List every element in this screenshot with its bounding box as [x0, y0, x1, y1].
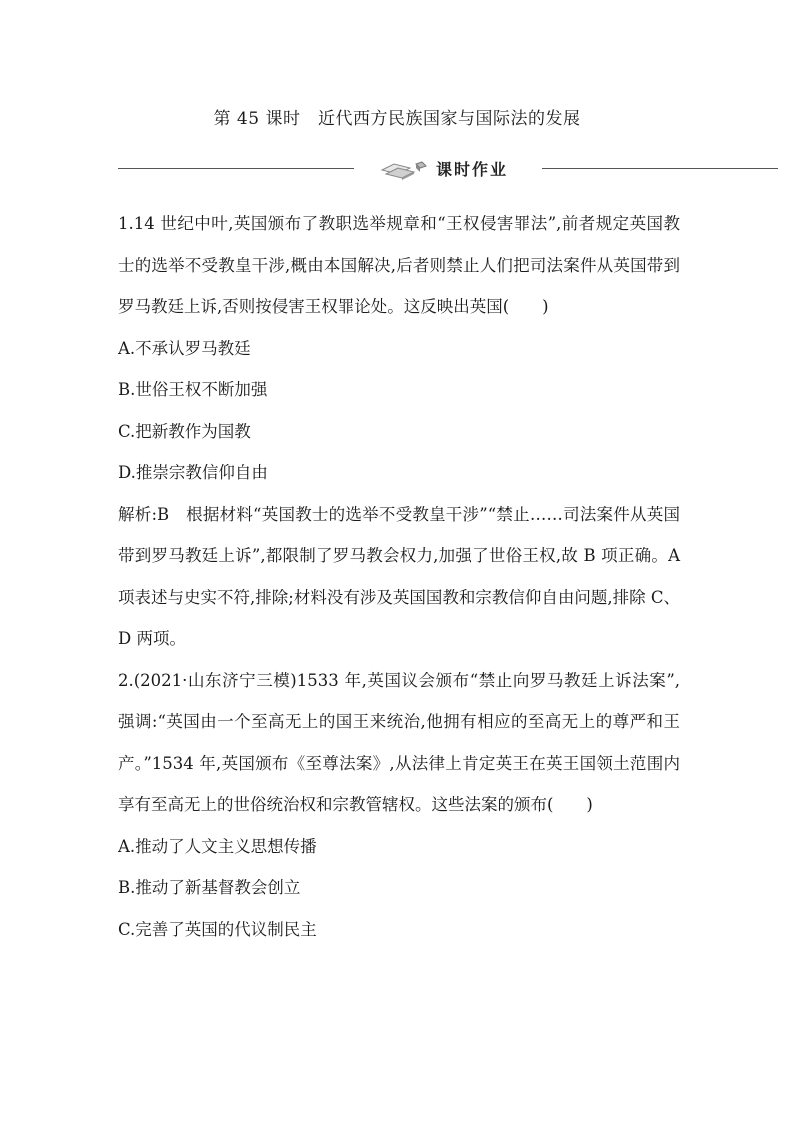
- section-header: [118, 156, 778, 184]
- question-1-option-c: C.把新教作为国教: [118, 421, 251, 441]
- page-title: 第 45 课时 近代西方民族国家与国际法的发展: [213, 109, 581, 129]
- question-1-analysis: 解析:B 根据材料“英国教士的选举不受教皇干涉”“禁止……司法案件从英国带到罗马教廷上诉”,都限制了罗马教会权力,加强了世俗王权,故 B 项正确。A 项表述与史实不符,排除;材料没有涉及英国国教和宗教信仰自由问题,排除 C、D 两项。: [118, 504, 680, 648]
- question-1-option-d: D.推崇宗教信仰自由: [118, 463, 268, 482]
- section-label: 课时作业: [436, 160, 509, 179]
- question-2-option-c: C.完善了英国的代议制民主: [118, 919, 317, 939]
- question-2-stem: 2.(2021·山东济宁三模)1533 年,英国议会颁布“禁止向罗马教廷上诉法案”,强调:“英国由一个至高无上的国王来统治,他拥有相应的至高无上的尊严和王产。”1534 年,英国颁布《至尊法案》,从法律上肯定英王在英王国领土范围内享有至高无上的世俗统治权和宗教管辖权。这些法案的颁布( ): [118, 670, 680, 814]
- question-1-stem: 1.14 世纪中叶,英国颁布了教职选举规章和“王权侵害罪法”,前者规定英国教士的选举不受教皇干涉,概由本国解决,后者则禁止人们把司法案件从英国带到罗马教廷上诉,否则按侵害王权罪论处。这反映出英国( ): [118, 214, 680, 316]
- divider-right: [542, 168, 778, 169]
- question-1-option-a: A.不承认罗马教廷: [118, 338, 251, 358]
- book-stack-icon: [380, 158, 428, 180]
- question-2-option-a: A.推动了人文主义思想传播: [118, 836, 317, 856]
- divider-left: [118, 168, 354, 169]
- question-2-option-b: B.推动了新基督教会创立: [118, 878, 301, 897]
- question-content: [118, 203, 680, 950]
- question-1-option-b: B.世俗王权不断加强: [118, 380, 268, 399]
